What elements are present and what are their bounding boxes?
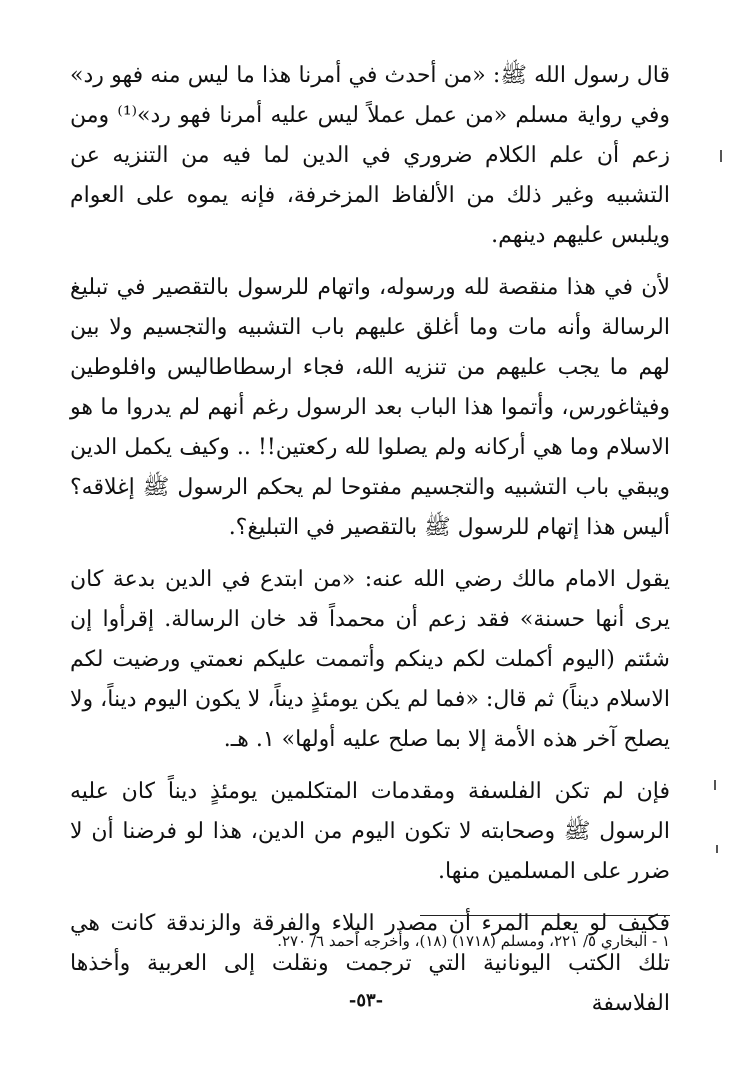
footnote-divider	[420, 915, 670, 916]
margin-mark-1	[720, 150, 722, 162]
margin-mark-2	[714, 780, 716, 790]
paragraph-2: لأن في هذا منقصة لله ورسوله، واتهام للرسول بالتقصير في تبليغ الرسالة وأنه مات وما أغلق عليهم باب التشبيه والتجسيم ولا بين لهم ما يجب عليهم من تنزيه الله، فجاء ارسطاطاليس وافلوطين وفيثاغورس، وأتموا هذا الباب بعد الرسول رغم أنهم لم يدروا ما هو الاسلام وما هي أركانه ولم يصلوا لله ركعتين!! .. وكيف يكمل الدين ويبقي باب التشبيه والتجسيم مفتوحا لم يحكم الرسول ﷺ إغلاقه؟ أليس هذا إتهام للرسول ﷺ بالتقصير في التبليغ؟.	[70, 275, 670, 540]
footnote: ١ - البخاري ٥/ ٢٢١، ومسلم (١٧١٨) (١٨)، وأخرجه أحمد ٦/ ٢٧٠.	[277, 932, 670, 950]
paragraph-5: فكيف لو يعلم المرء أن مصدر البلاء والفرقة والزندقة كانت هي تلك الكتب اليونانية التي ترجمت ونقلت إلى العربية وأخذها الفلاسفة	[70, 911, 670, 1016]
page-body	[70, 56, 670, 1024]
margin-mark-3	[716, 845, 718, 853]
paragraph-4: فإن لم تكن الفلسفة ومقدمات المتكلمين يومئذٍ ديناً كان عليه الرسول ﷺ وصحابته لا تكون اليوم من الدين، هذا لو فرضنا أن لا ضرر على المسلمين منها.	[70, 779, 670, 884]
paragraph-3: يقول الامام مالك رضي الله عنه: «من ابتدع في الدين بدعة كان يرى أنها حسنة» فقد زعم أن محمداً قد خان الرسالة. إقرأوا إن شئتم (اليوم أكملت لكم دينكم وأتممت عليكم نعمتي ورضيت لكم الاسلام ديناً) ثم قال: «فما لم يكن يومئذٍ ديناً، لا يكون اليوم ديناً، ولا يصلح آخر هذه الأمة إلا بما صلح عليه أولها» ١. هـ.	[70, 567, 670, 752]
page-number: -٥٣-	[348, 990, 384, 1011]
paragraph-1: قال رسول الله ﷺ: «من أحدث في أمرنا هذا ما ليس منه فهو رد» وفي رواية مسلم «من عمل عملاً ليس عليه أمرنا فهو رد»⁽¹⁾ ومن زعم أن علم الكلام ضروري في الدين لما فيه من التنزيه عن التشبيه وغير ذلك من الألفاظ المزخرفة، فإنه يموه على العوام ويلبس عليهم دينهم.	[70, 63, 670, 248]
